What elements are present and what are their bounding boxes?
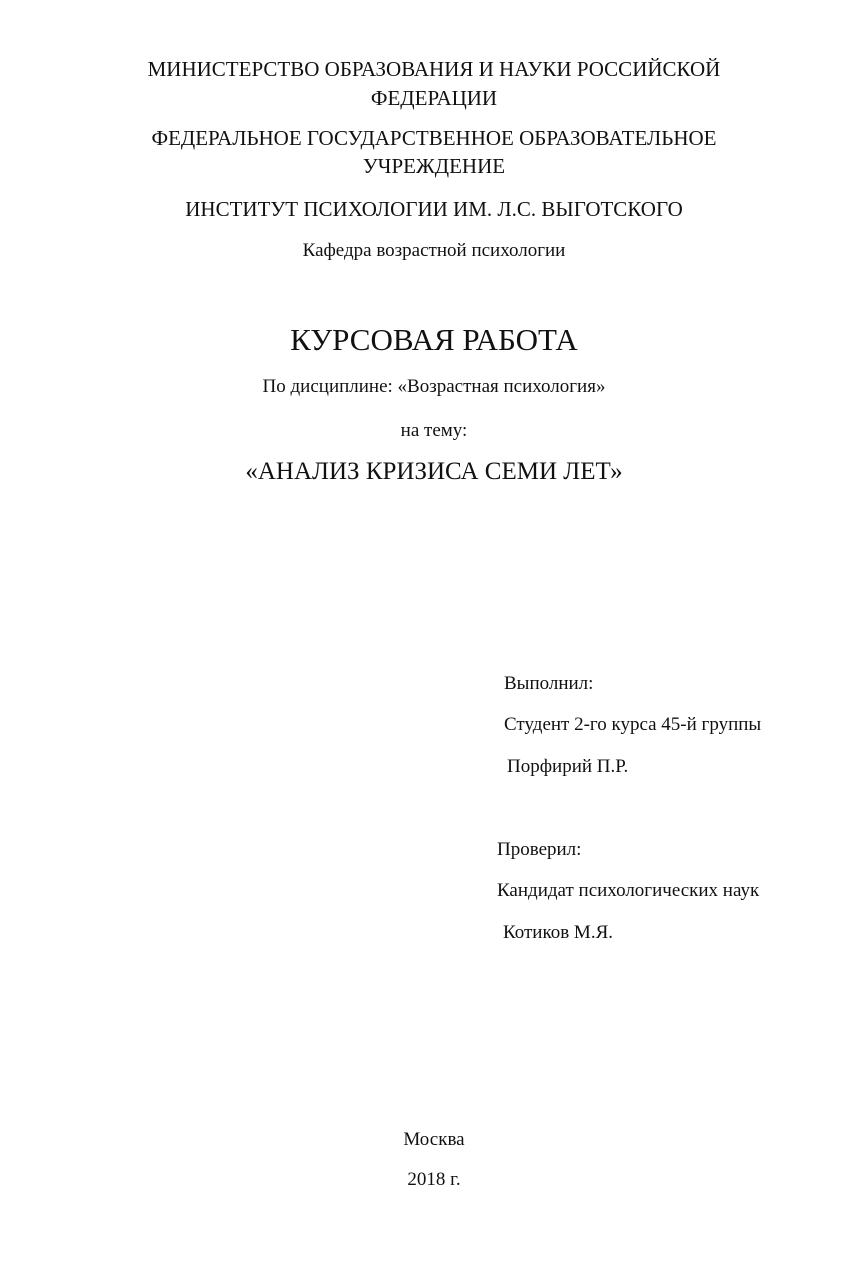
author-name: Порфирий П.Р. <box>507 756 629 777</box>
reviewer-position: Кандидат психологических наук <box>497 880 760 901</box>
author-label: Выполнил: <box>504 673 594 694</box>
work-type-title: КУРСОВАЯ РАБОТА <box>290 322 578 357</box>
city: Москва <box>403 1129 465 1150</box>
year: 2018 г. <box>407 1169 461 1190</box>
institution-type-line-2: УЧРЕЖДЕНИЕ <box>362 154 506 178</box>
theme-label: на тему: <box>400 420 468 441</box>
reviewer-label: Проверил: <box>497 839 582 860</box>
discipline-line: По дисциплине: «Возрастная психология» <box>262 376 606 397</box>
department-name: Кафедра возрастной психологии <box>302 240 566 261</box>
author-position: Студент 2-го курса 45-й группы <box>504 714 762 735</box>
institution-type-line-1: ФЕДЕРАЛЬНОЕ ГОСУДАРСТВЕННОЕ ОБРАЗОВАТЕЛЬНОЕ <box>151 126 717 150</box>
theme-title: «АНАЛИЗ КРИЗИСА СЕМИ ЛЕТ» <box>245 458 623 485</box>
institute-name: ИНСТИТУТ ПСИХОЛОГИИ ИМ. Л.С. ВЫГОТСКОГО <box>185 197 683 221</box>
ministry-line-1: МИНИСТЕРСТВО ОБРАЗОВАНИЯ И НАУКИ РОССИЙСКОЙ <box>147 57 721 81</box>
reviewer-name: Котиков М.Я. <box>503 922 614 943</box>
ministry-line-2: ФЕДЕРАЦИИ <box>370 86 498 110</box>
